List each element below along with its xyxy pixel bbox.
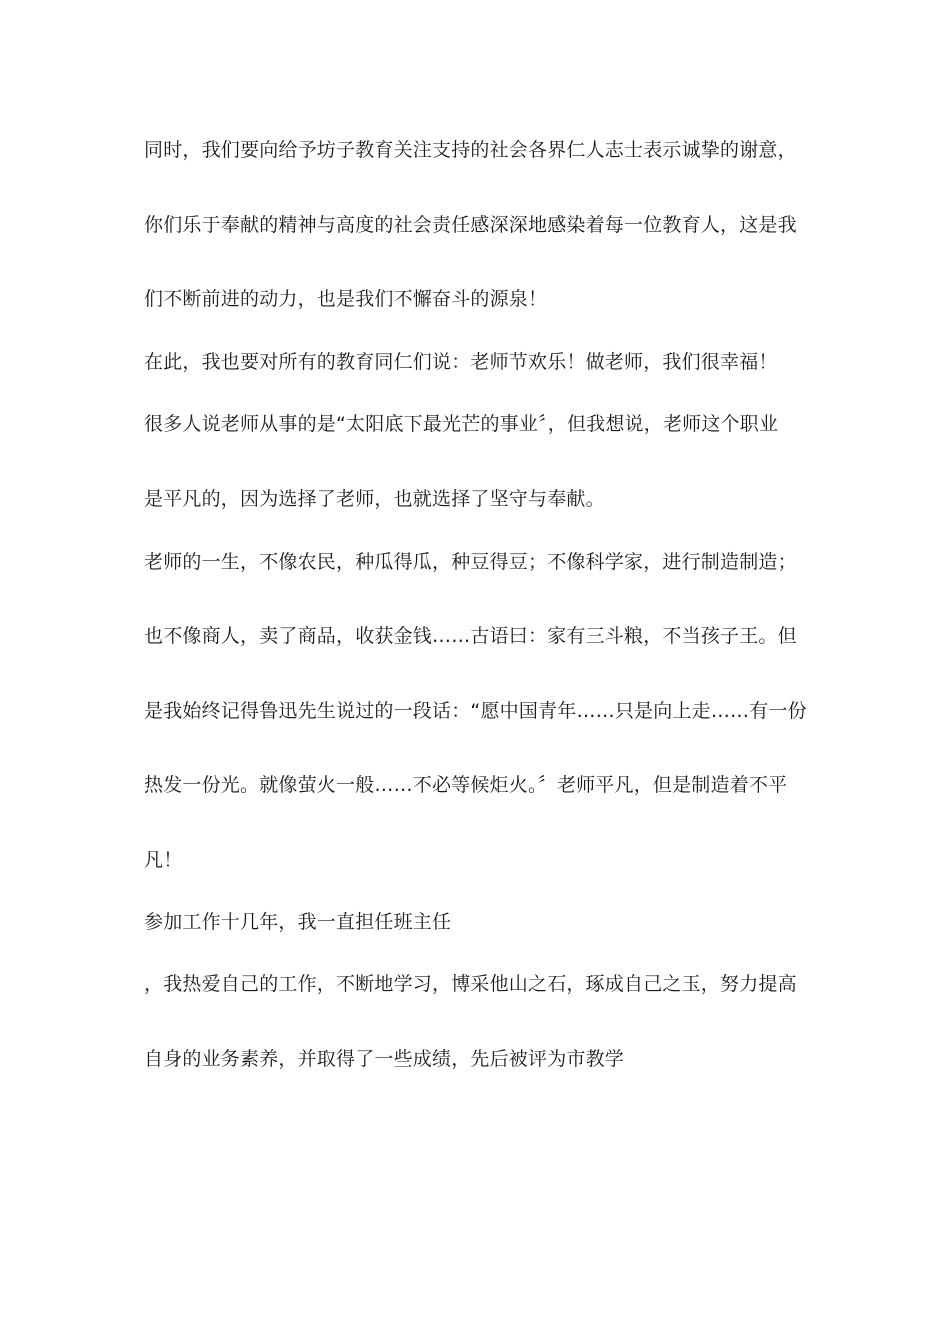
text-line: 同时，我们要向给予坊子教育关注支持的社会各界仁人志士表示诚挚的谢意， [144,139,797,161]
text-line: 很多人说老师从事的是“太阳底下最光芒的事业〞，但我想说，老师这个职业 [144,413,779,435]
text-line: 参加工作十几年，我一直担任班主任 [144,911,452,933]
text-line: 在此，我也要对所有的教育同仁们说：老师节欢乐！做老师，我们很幸福！ [144,351,778,373]
text-line: 是平凡的，因为选择了老师，也就选择了坚守与奉献。 [144,488,605,510]
text-line: 你们乐于奉献的精神与高度的社会责任感深深地感染着每一位教育人，这是我 [144,214,797,236]
text-line: ，我热爱自己的工作，不断地学习，博采他山之石，琢成自己之玉，努力提高 [144,973,797,995]
text-line: 们不断前进的动力，也是我们不懈奋斗的源泉！ [144,288,548,310]
text-line: 热发一份光。就像萤火一般……不必等候炬火。〞老师平凡，但是制造着不平 [144,774,788,796]
text-line: 也不像商人，卖了商品，收获金钱……古语曰：家有三斗粮，不当孩子王。但 [144,625,797,647]
text-line: 老师的一生，不像农民，种瓜得瓜，种豆得豆；不像科学家，进行制造制造； [144,551,797,573]
text-line: 凡！ [144,849,183,871]
text-line: 自身的业务素养，并取得了一些成绩，先后被评为市教学 [144,1048,625,1070]
text-line: 是我始终记得鲁迅先生说过的一段话：“愿中国青年……只是向上走……有一份 [144,700,807,722]
